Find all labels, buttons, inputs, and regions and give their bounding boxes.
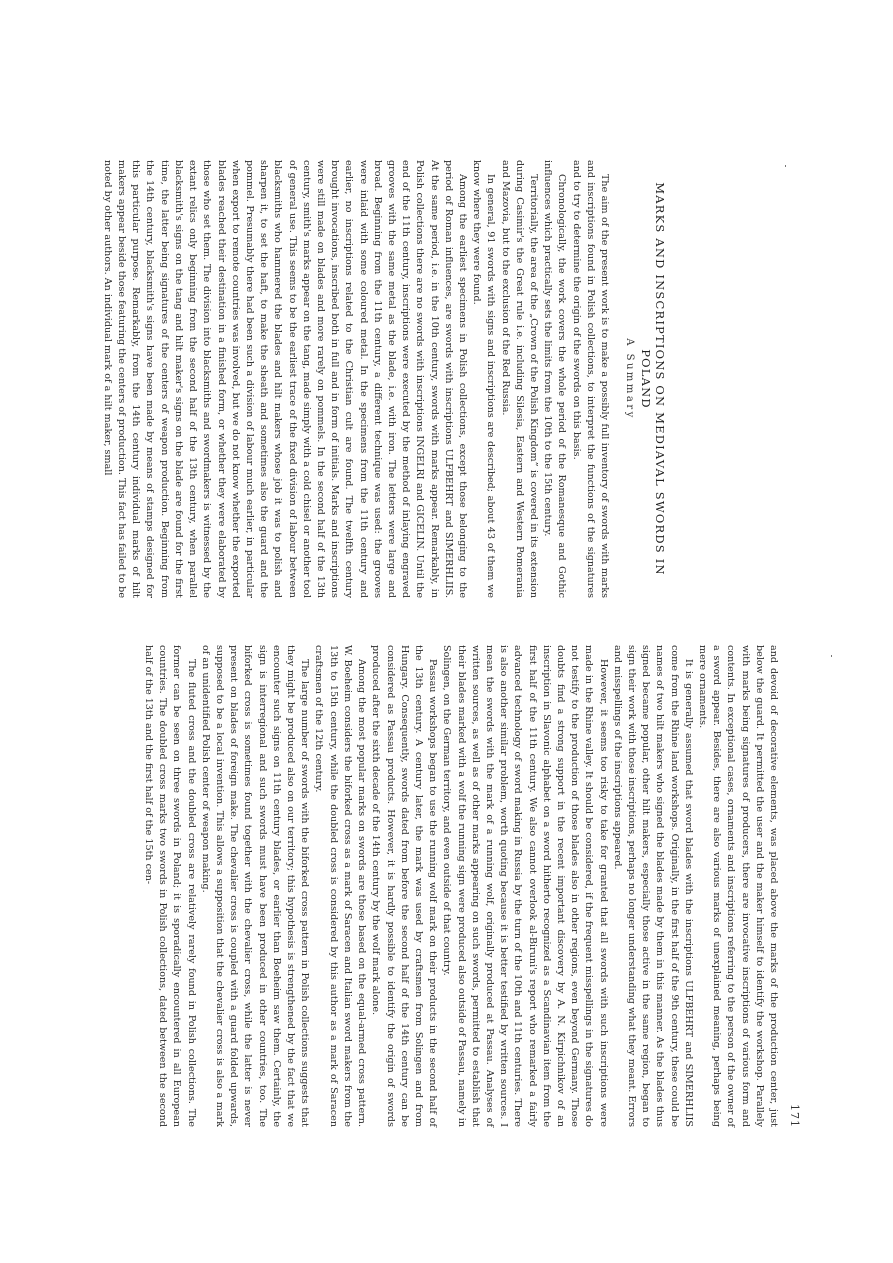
- paragraph-continued: and devoid of decorative elements, was placed above the marks of the production center, just below the guard. It permitted the user and the maker himself to identify the workshop. Parallely with marks being signatures of producers, there are invocative inscriptions of various form and contents. In exceptional cases, ornaments and inscriptions referring to the person of the owner of a sword appear. Besides, there are also various marks of unexplained meaning, perhaps being mere ornaments.: [696, 645, 779, 1127]
- paragraph: The large number of swords with the biforked cross pattern in Polish collections suggests that they might be produced also on our territory; this hypothesis is strengthened by the fact that we encounter such signs on 11th century blades, or earlier than Boeheim saw them. Certainly, the sign is interregional and such swords must have been produced in other countries, too. The biforked cross is sometimes found together with the chevalier cross, while the latter is never present on blades of foreign make. The chevalier cross is coupled with a guard folded upwards, supposed to be a local invention. This allows a supposition that the chevalier cross is also a mark of an unidentified Polish center of weapon making.: [199, 645, 311, 1127]
- paragraph: However, it seems too risky to take for granted that all swords with such inscriptions were made in the Rhine valley. It should be considered, if the frequent misspellings in the signatures do not testify to the production of those blades also in other regions, even beyond Germany. Those doubts find a strong support in the recent important discovery by A. N. Kirpichnikov of an inscription in Slavonic alphabet on a sword hitherto recognized as a Scandinavian item from the first half of the 11th century. We also cannot overlook al-Biruni's report who remarked a fairly advanced technology of sword making in Russia by the turn of the 10th and 11th centuries. There is also another similar problem, worth quoting because it is better testified by written sources. I mean the swords with the mark of a running wolf, originally produced at Passau. Analyses of written sources, as well as of other marks appearing on such swords, permitted to establish that their blades marked with a wolf the running sign were produced also outside of Passau, namely in Solingen, on the German territory, and even outside of that country.: [441, 645, 609, 1127]
- paragraph: The fluted cross and the doubled cross are relatively rarely found in Polish collections. The former can be seen on three swords in Poland; it is sporadically encountered in all European countries. The doubled cross marks two swords in Polish collections, dated between the second half of the 13th and the first half of the 15th cen-: [143, 645, 197, 1127]
- article-subtitle: A Summary: [624, 338, 635, 420]
- paragraph: Among the earliest specimens in Polish collections, except those belonging to the period of Roman influences, are swords with inscriptions ULFBEHRT and SIMERHLIIS. At the same period, i.e. in the 10th century, swords with marks appear. Remarkably, in Polish collections there are no swords with inscriptions INGELRI and GICELIN. Until the end of the 11th century, inscriptions were executed by the method of inlaying engraved grooves with the same metal as the blade, i.e. with iron. The letters were large and broad. Beginning from the 11th century, a different technique was used: the grooves were inlaid with some coloured metal. In the specimens from the 11th century and earlier, no inscriptions related to the Christian cult are found. The twelfth century brought invocations, inscribed both in full and in form of initials. Marks and inscriptions were still made on blades and more rarely on pommels. In the second half of the 13th century, smith's marks appear on the tang, made simply with a cold chisel or another tool of general use. This seems to be the earliest trace of the fixed division of labour between blacksmiths who hammered the blades and hilt makers whose job it was to polish and sharpen it, to set the haft, to make the sheath and sometimes also the guard and the pommel. Presumably there had been such a division of labour much earlier, in particular when export to remote countries was involved, but we do not know whether the exported blades reached their destination in a finished form, or whether they were elaborated by those who set them. The division into blacksmiths and swordmakers is witnessed by the extant relics only beginning from the second half of the 13th century, when parallel blacksmith's signs on the tang and hilt maker's signs on the blade are found for the first time, the latter being signatures of the centers of weapon production. Beginning from the 14th century, blacksmith's signs have been made by means of stamps designed for this particular purpose. Remarkably, from the 14th century individual marks of hilt makers appear beside those featuring the centers of production. This fact has failed to be noted by other authors. An individual mark of a hilt maker, small: [101, 160, 468, 598]
- paragraph: Passau workshops began to use the running wolf mark on their products in the second half of the 13th century. A century later, the mark was used by craftsmen from Solingen and from Hungary. Consequently, swords dated from before the second half of the 14th century can be considered as Passau products. However, it is hardly possible to identify the origin of swords produced after the sixth decade of the 14th century by the wolf mark alone.: [370, 645, 439, 1127]
- article-title: MARKS AND INSCRIPTIONS ON MEDIAVAL SWORDS IN POLAND: [639, 182, 667, 576]
- paragraph: Chronologically, the work covers the whole period of the Romanesque and Gothic influences which practically sets the limits from the 10th to the 15th century.: [542, 160, 568, 598]
- text-column-1: [100, 160, 611, 598]
- paragraph: It is generally assumed that sword blades with the inscriptions ULFBEHRT and SIMERHLIIS come from the Rhine land workshops. Originally, in the first half of the 9th century, these could be names of two hilt makers who signed the blades made by them in this manner. As the blades thus signed became popular, other hilt makers, especially those active in the same region, began to sign their work with those inscriptions, perhaps no longer understanding what they meant. Errors and misspellings of the inscriptions appeared.: [611, 645, 694, 1127]
- text-column-2: [141, 645, 780, 1127]
- paragraph: Among the most popular marks on swords are those based on the equal-armed cross pattern. W. Boeheim considers the biforked cross as a mark of Saracen and Italian sword makers from the 13th to 15th century, while the doubled cross is considered by this author as a mark of Saracen craftsmen of the 12th century.: [313, 645, 368, 1127]
- scan-speck: [785, 165, 786, 167]
- page-number: 171: [788, 1104, 801, 1128]
- paragraph: In general, 91 swords with signs and inscriptions are described; about 43 of them we know where they were found.: [471, 160, 497, 598]
- paragraph: Territorially, the area of the „Crown of the Polish Kingdom” is covered in its extension during Casimir's the Great rule i.e. including Silesia, Eastern and Western Pomerania and Mazovia, but to the exclusion of the Red Russia.: [499, 160, 539, 598]
- paragraph: The aim of the present work is to make a possibly full inventory of swords with marks and inscriptions found in Polish collections, to interpret the functions of the signatures and to try to determine the origin of the swords on this basis.: [570, 160, 610, 598]
- scan-speck: [831, 655, 832, 657]
